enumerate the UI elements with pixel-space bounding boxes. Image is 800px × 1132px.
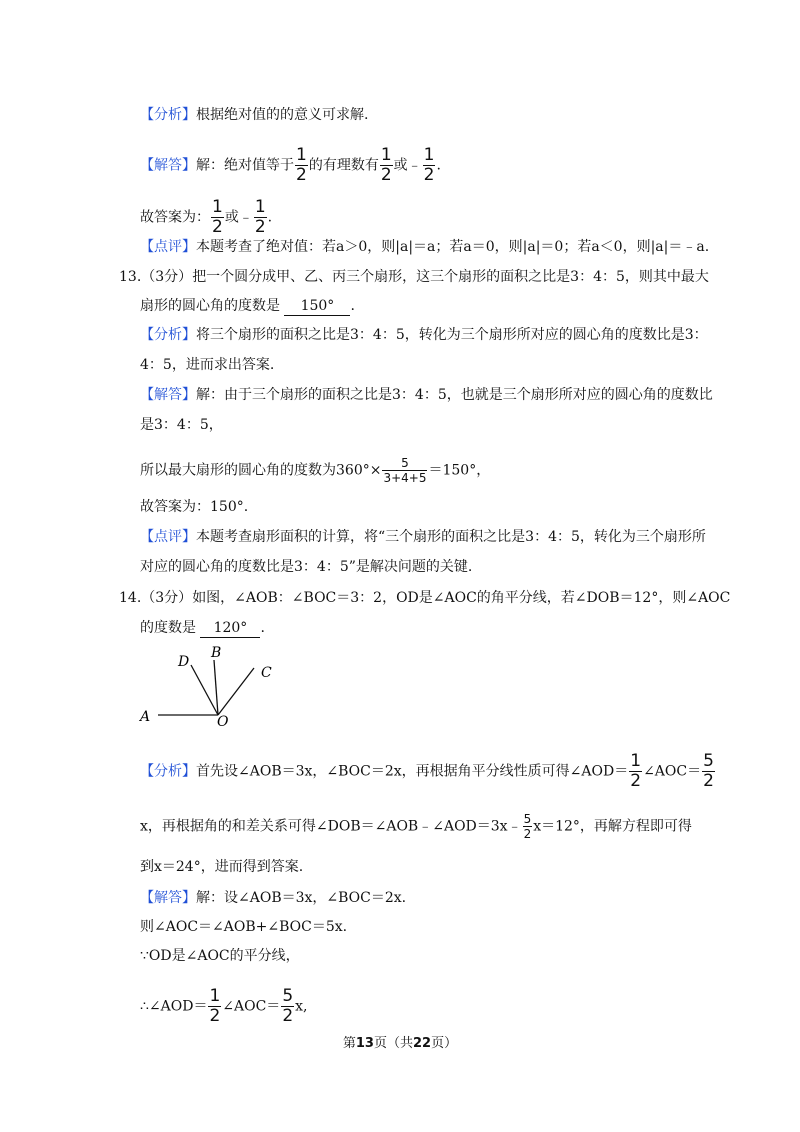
q13-stem-line1: 13.（3分）把一个圆分成甲、乙、丙三个扇形，这三个扇形的面积之比是3：4：5，则其中最大 [119, 269, 709, 285]
label-c: C [261, 665, 272, 681]
q13-answer-line2: 是3：4：5， [140, 417, 223, 433]
ray-od [191, 665, 218, 715]
q14-stem-line1: 14.（3分）如图，∠AOB：∠BOC＝3：2，OD是∠AOC的角平分线，若∠DOB＝12°，则∠AOC [119, 590, 731, 606]
fraction-one-half: $\frac{1}{2}$ [630, 751, 642, 791]
analysis-tag: 【分析】 [140, 327, 196, 343]
ray-oc [218, 668, 254, 715]
angle-figure [130, 640, 290, 730]
fraction-one-half: $\frac{1}{2}$ [212, 197, 223, 237]
fraction-one-half: $\frac{1}{2}$ [296, 145, 307, 185]
fraction-five-over-sum: $\frac{5}{3+4+5}$ [383, 456, 427, 485]
fraction-one-half: $\frac{1}{2}$ [209, 986, 221, 1026]
total-pages: 22 [413, 1036, 432, 1051]
q14-answer-line1: 【解答】解：设∠AOB＝3x，∠BOC＝2x. [140, 890, 407, 906]
q12-answer: 【解答】解：绝对值等于 $\frac{1}{2}$ 的有理数有 $\frac{1}{2}$ 或﹣ $\frac{1}{2}$ . [140, 145, 441, 185]
q14-answer-line2: 则∠AOC＝∠AOB+∠BOC＝5x. [140, 919, 348, 935]
q13-comment-line1: 【点评】本题考查扇形面积的计算，将“三个扇形的面积之比是3：4：5，转化为三个扇形所 [140, 529, 706, 545]
answer-blank: 120° [200, 619, 260, 638]
q13-analysis-line1: 【分析】将三个扇形的面积之比是3：4：5，转化为三个扇形所对应的圆心角的度数比是3： [140, 327, 708, 343]
answer-tag: 【解答】 [140, 157, 196, 174]
question-number: 14. [119, 590, 142, 606]
fraction-one-half: $\frac{1}{2}$ [423, 145, 435, 185]
label-d: D [178, 654, 190, 670]
label-b: B [211, 645, 222, 661]
fraction-five-halves: $\frac{5}{2}$ [523, 812, 532, 841]
q13-final-answer: 故答案为：150°. [140, 499, 249, 515]
page-number: 13 [355, 1036, 374, 1051]
q14-answer-line4: ∴∠AOD＝ $\frac{1}{2}$ ∠AOC＝ $\frac{5}{2}$ x, [140, 986, 308, 1026]
ray-ob [214, 660, 218, 715]
analysis-tag: 【分析】 [140, 763, 196, 780]
label-o: O [217, 714, 229, 730]
answer-tag: 【解答】 [140, 387, 196, 403]
q13-answer-line3: 所以最大扇形的圆心角的度数为360°× $\frac{5}{3+4+5}$ ＝150°， [140, 456, 491, 485]
label-a: A [140, 709, 151, 725]
q12-comment: 【点评】本题考查了绝对值：若a＞0，则|a|＝a；若a＝0，则|a|＝0；若a＜0，则|a|＝﹣a. [140, 239, 710, 255]
q14-stem-line2: 的度数是 120° . [140, 620, 265, 636]
question-number: 13. [119, 269, 142, 285]
q14-analysis-line1: 【分析】首先设∠AOB＝3x，∠BOC＝2x，再根据角平分线性质可得∠AOD＝ $\frac{1}{2}$ ∠AOC＝ $\frac{5}{2}$ [140, 751, 714, 791]
q14-analysis-line2: x，再根据角的和差关系可得∠DOB＝∠AOB﹣∠AOD＝3x﹣ $\frac{5}{2}$ x＝12°，再解方程即可得 [140, 812, 692, 841]
q12-analysis: 【分析】根据绝对值的的意义可求解. [140, 107, 369, 123]
analysis-tag: 【分析】 [140, 107, 196, 123]
answer-blank: 150° [284, 297, 350, 316]
fraction-five-halves: $\frac{5}{2}$ [703, 751, 714, 791]
q13-analysis-line2: 4：5，进而求出答案. [140, 357, 275, 373]
fraction-five-halves: $\frac{5}{2}$ [282, 986, 294, 1026]
q13-comment-line2: 对应的圆心角的度数比是3：4：5”是解决问题的关键. [140, 559, 473, 575]
q14-answer-line3: ∵OD是∠AOC的平分线， [140, 948, 300, 964]
page-footer: 第13页（共22页） [342, 1036, 458, 1051]
comment-tag: 【点评】 [140, 239, 196, 255]
fraction-one-half: $\frac{1}{2}$ [380, 145, 392, 185]
q12-final-answer: 故答案为： $\frac{1}{2}$ 或﹣ $\frac{1}{2}$ . [140, 197, 273, 237]
fraction-one-half: $\frac{1}{2}$ [254, 197, 266, 237]
q13-stem-line2: 扇形的圆心角的度数是 150° . [140, 298, 355, 314]
q13-answer-line1: 【解答】解：由于三个扇形的面积之比是3：4：5，也就是三个扇形所对应的圆心角的度数比 [140, 387, 713, 403]
comment-tag: 【点评】 [140, 529, 196, 545]
q14-analysis-line3: 到x＝24°，进而得到答案. [140, 859, 304, 875]
answer-tag: 【解答】 [140, 890, 196, 906]
